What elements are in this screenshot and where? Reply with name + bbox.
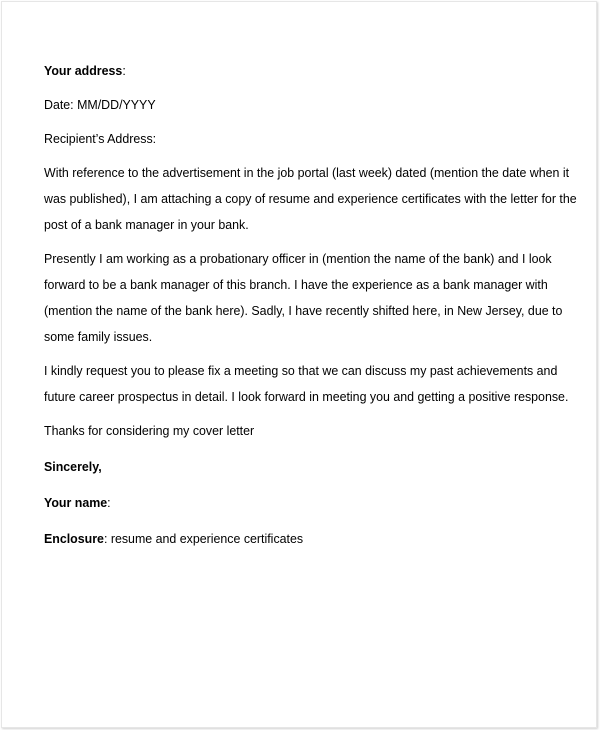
paragraph-line: Presently I am working as a probationary officer in (mention the name of the bank) and I look (44, 251, 552, 266)
paragraph-line: I kindly request you to please fix a meeting so that we can discuss my past achievements and (44, 363, 558, 378)
enclosure-label: Enclosure (44, 531, 104, 546)
paragraph-line: forward to be a bank manager of this branch. I have the experience as a bank manager with (44, 277, 548, 292)
your-name-colon: : (107, 495, 111, 510)
paragraph-line: (mention the name of the bank here). Sadly, I have recently shifted here, in New Jersey, due to (44, 303, 563, 318)
enclosure-line (44, 526, 528, 552)
thanks-line: Thanks for considering my cover letter (44, 423, 255, 438)
your-name-line (44, 490, 528, 516)
paragraph-reference (44, 160, 577, 238)
enclosure-text: : resume and experience certificates (103, 531, 304, 546)
paragraph-line: was published), I am attaching a copy of resume and experience certificates with the letter for the (44, 191, 577, 206)
paragraph-current-position (44, 246, 563, 350)
cover-letter (44, 62, 577, 552)
document-page (1, 1, 597, 728)
date-line: Date: MM/DD/YYYY (44, 97, 156, 112)
recipient-address-line: Recipient’s Address: (44, 131, 157, 146)
your-name-label: Your name (44, 495, 108, 510)
paragraph-line: future career prospectus in detail. I look forward in meeting you and getting a positive response. (44, 389, 569, 404)
paragraph-meeting-request (44, 358, 569, 410)
closing-line: Sincerely, (44, 459, 102, 474)
sender-address-line (44, 58, 528, 84)
your-address-colon: : (122, 63, 126, 78)
paragraph-line: post of a bank manager in your bank. (44, 217, 249, 232)
your-address-label: Your address (44, 63, 123, 78)
paragraph-line: With reference to the advertisement in the job portal (last week) dated (mention the date when it (44, 165, 570, 180)
paragraph-line: some family issues. (44, 329, 153, 344)
